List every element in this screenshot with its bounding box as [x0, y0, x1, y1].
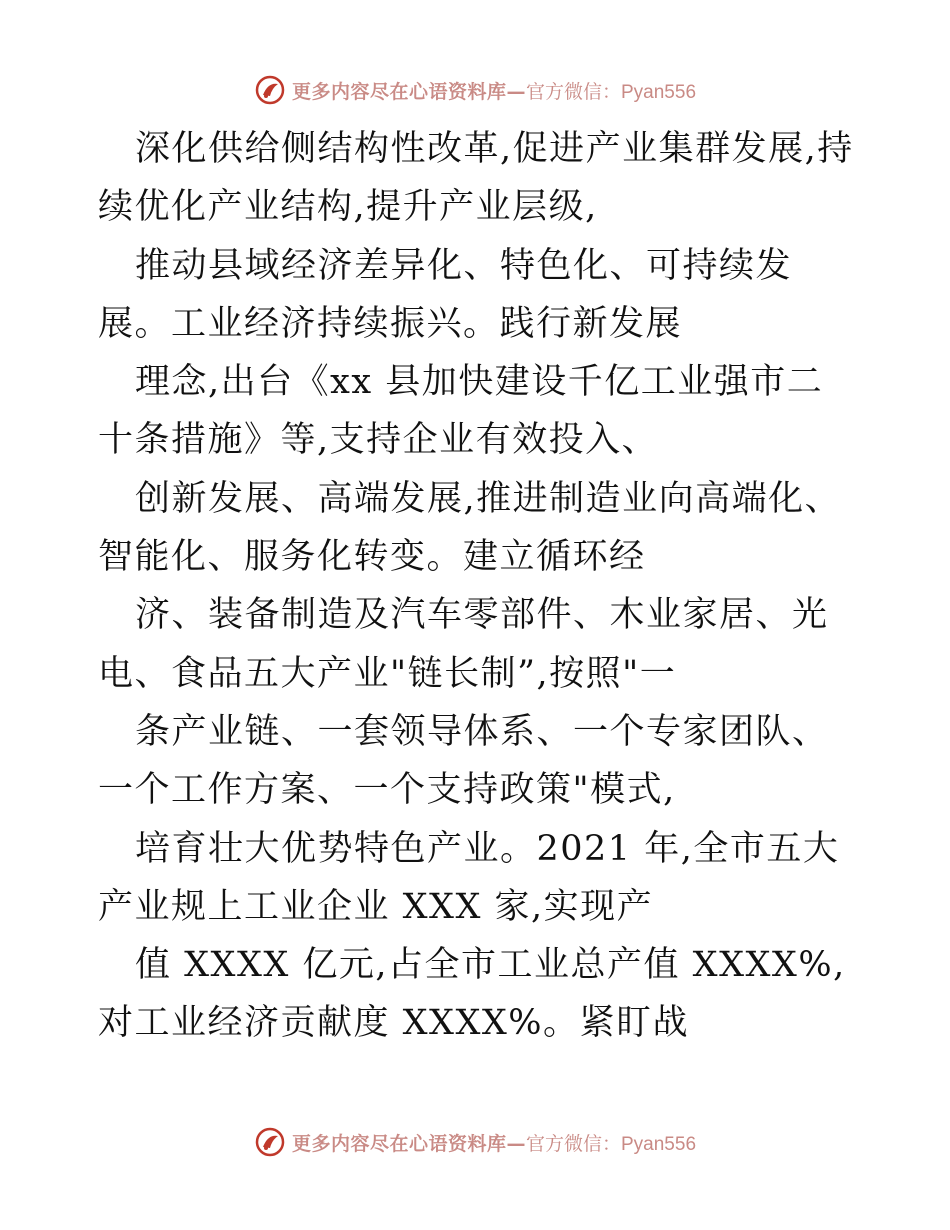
- paragraph: 值 XXXX 亿元,占全市工业总产值 XXXX%,对工业经济贡献度 XXXX%。紧盯战: [98, 945, 846, 1044]
- paragraph: 理念,出台《xx 县加快建设千亿工业强市二十条措施》等,支持企业有效投入、: [98, 362, 824, 461]
- logo-icon: [254, 1126, 286, 1158]
- watermark-text: 更多内容尽在心语资料库—: [291, 1132, 526, 1155]
- logo-icon: [254, 74, 286, 106]
- paragraph: 推动县域经济差异化、特色化、可持续发展。工业经济持续振兴。践行新发展: [98, 245, 793, 344]
- paragraph: 培育壮大优势特色产业。2021 年,全市五大产业规上工业企业 XXX 家,实现产: [98, 828, 840, 927]
- watermark-text: 更多内容尽在心语资料库—: [291, 80, 526, 103]
- footer-watermark: [0, 1124, 950, 1160]
- document-body: [98, 120, 858, 1053]
- paragraph: 条产业链、一套领导体系、一个专家团队、一个工作方案、一个支持政策"模式,: [98, 711, 829, 811]
- watermark-contact: 官方微信：Pyan556: [526, 81, 697, 103]
- paragraph: 深化供给侧结构性改革,促进产业集群发展,持续优化产业结构,提升产业层级,: [98, 129, 854, 228]
- paragraph: 济、装备制造及汽车零部件、木业家居、光电、食品五大产业"链长制”,按照"一: [98, 595, 829, 694]
- watermark-contact: 官方微信：Pyan556: [526, 1133, 697, 1155]
- paragraph: 创新发展、高端发展,推进制造业向高端化、智能化、服务化转变。建立循环经: [98, 478, 842, 578]
- header-watermark: [0, 72, 950, 108]
